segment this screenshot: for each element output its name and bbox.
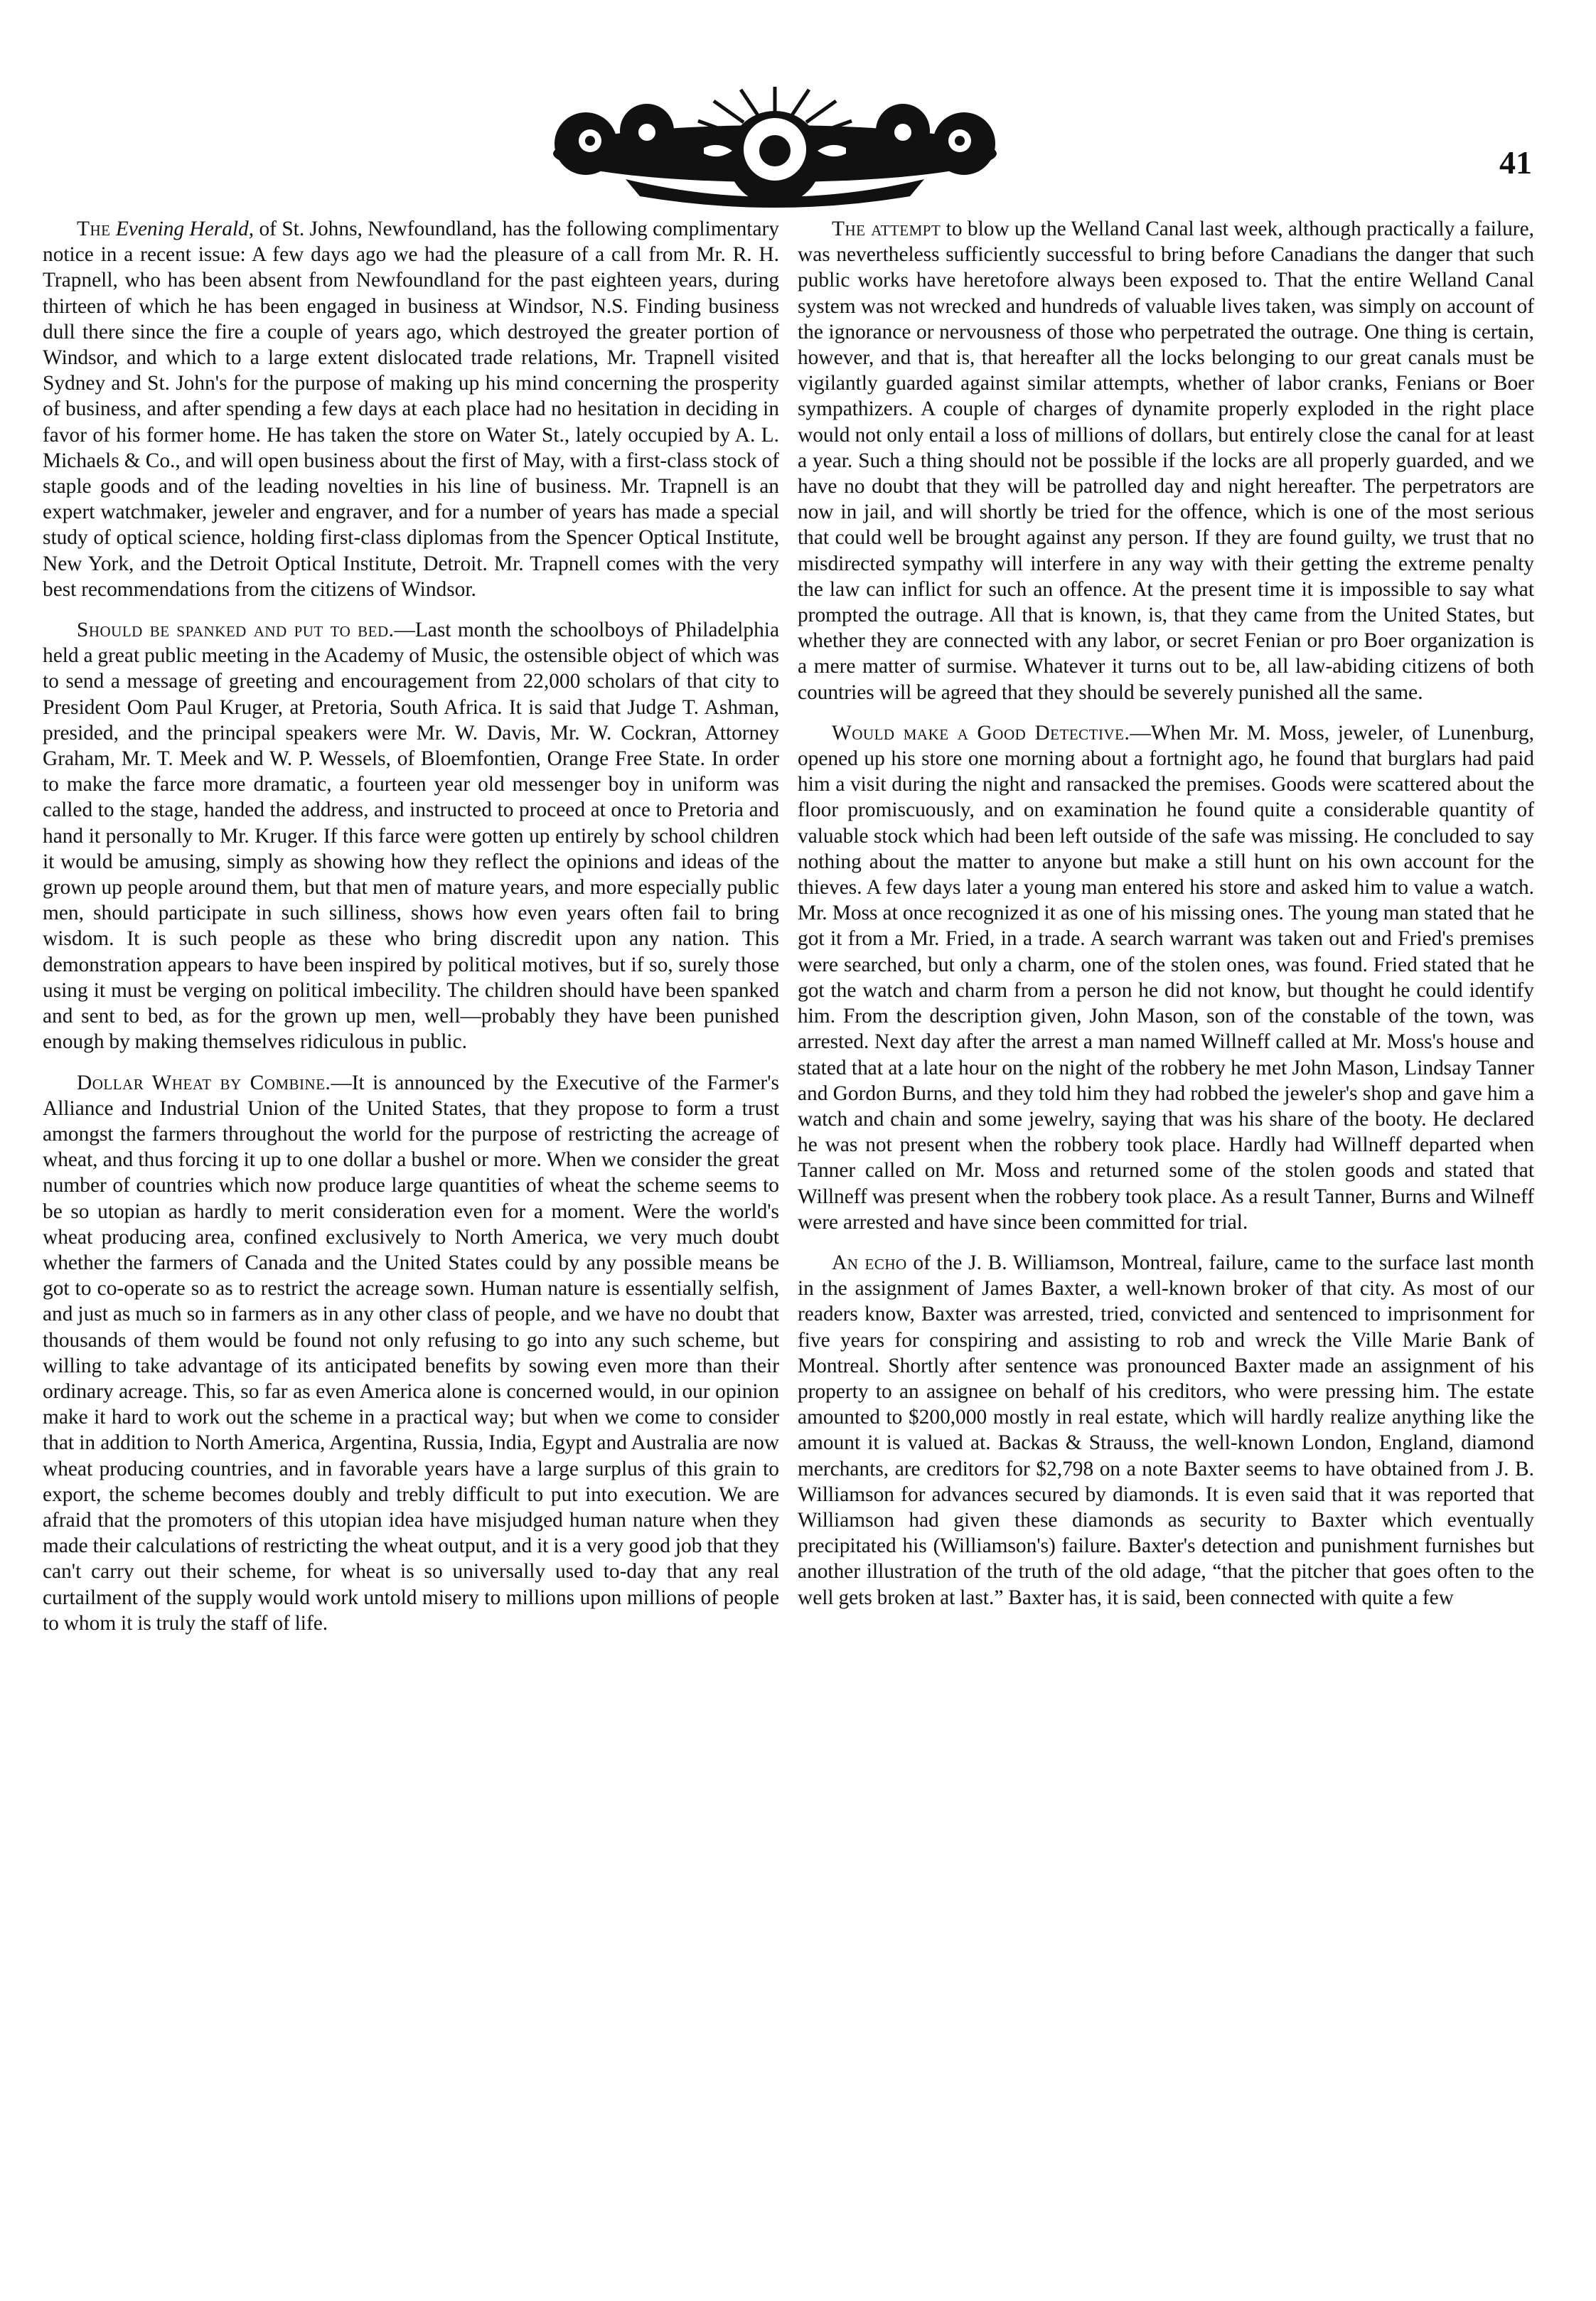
article-body: to blow up the Welland Canal last week, although practically a failure, was nevertheless sufficiently successful to bring before Canadians the danger that such public works have heretofore always been exposed to. That the entire Welland Canal system was not wrecked and hundreds of valuable lives taken, was simply on account of the ignorance or nervousness of those who perpetrated the outrage. One thing is certain, however, and that is, that hereafter all the locks belonging to our great canals must be vigilantly guarded against similar attempts, whether of labor cranks, Fenians or Boer sympathizers. A couple of charges of dynamite properly exploded in the right place would not only entail a loss of millions of dollars, but entirely close the canal for at least a year. Such a thing should not be possible if the locks are all properly guarded, and we have no doubt that they will be patrolled day and night hereafter. The perpetrators are now in jail, and will shortly be tried for the offence, which is one of the most serious that could well be brought against any person. If they are found guilty, we trust that no misdirected sympathy will interfere in any way with their getting the extreme penalty the law can inflict for such an offence. At the present time it is impossible to say what prompted the outrage. All that is known, is, that they came from the United States, but whether they are connected with any labor, or secret Fenian or pro Boer organization is a mere matter of surmise. Whatever it turns out to be, all law-abiding citizens of both countries will be agreed that they should be severely punished all the same. (798, 218, 1534, 704)
page-number: 41 (1499, 144, 1532, 181)
article-body: —It is announced by the Executive of the Farmer's Alliance and Industrial Union of the United States, that they propose to form a trust amongst the farmers throughout the world for the purpose of restricting the acreage of wheat, and thus forcing it up to one dollar a bushel or more. When we consider the great number of countries which now produce large quantities of wheat the scheme seems to be so utopian as hardly to merit consideration even for a moment. Were the world's wheat producing area, confined exclusively to North America, we very much doubt whether the farmers of Canada and the United States could by any possible means be got to co-operate so as to restrict the acreage sown. Human nature is essentially selfish, and just as much so in farmers as in any other class of people, and we have no doubt that thousands of them would be found not only refusing to go into any such scheme, but willing to take advantage of its anticipated benefits by sowing even more than their ordinary acreage. This, so far as even America alone is concerned would, in our opinion make it hard to work out the scheme in a practical way; but when we come to consider that in addition to North America, Argentina, Russia, India, Egypt and Australia are now wheat producing countries, and in favorable years have a large surplus of this grain to export, the scheme becomes doubly and trebly difficult to put into execution. We are afraid that the promoters of this utopian idea have misjudged human nature when they made their calculations of restricting the wheat output, and it is a very good job that they can't carry out their scheme, for wheat is so universally used to-day that any real curtailment of the supply would work untold misery to millions upon millions of people to whom it is truly the staff of life. (43, 1071, 779, 1635)
article-welland-canal (798, 216, 1534, 705)
publication-name: Evening Herald, (115, 218, 255, 240)
header-ornament (540, 80, 1009, 209)
article-body: —Last month the schoolboys of Philadelphia held a great public meeting in the Academy of Music, the ostensible object of which was to send a message of greeting and encouragement from 22,000 scholars of that city to President Oom Paul Kruger, at Pretoria, South Africa. It is said that Judge T. Ashman, presided, and the principal speakers were Mr. W. Davis, Mr. W. Cockran, Attorney Graham, Mr. T. Meek and W. P. Wessels, of Bloemfontien, Orange Free State. In order to make the farce more dramatic, a fourteen year old messenger boy in uniform was called to the stage, handed the address, and instructed to proceed at once to Pretoria and hand it personally to Mr. Kruger. If this farce were gotten up entirely by school children it would be amusing, simply as showing how they reflect the opinions and ideas of the grown up people around them, but that men of mature years, and more especially public men, should participate in such silliness, shows how even years often fail to bring wisdom. It is such people as these who bring discredit upon any nation. This demonstration appears to have been inspired by political motives, but if so, surely those using it must be verging on political imbecility. The children should have been spanked and sent to bed, as for the grown up men, well—probably they have been punished enough by making themselves ridiculous in public. (43, 619, 779, 1054)
article-lead: The attempt (832, 218, 941, 240)
article-williamson-echo (798, 1250, 1534, 1611)
article-spanked (43, 617, 779, 1055)
left-column (43, 216, 779, 1651)
article-lead: Should be spanked and put to bed. (77, 619, 395, 642)
article-dollar-wheat (43, 1070, 779, 1636)
article-lead: An echo (832, 1251, 907, 1274)
article-lead: Would make a Good Detective. (832, 721, 1130, 744)
article-evening-herald (43, 216, 779, 602)
article-body: of St. Johns, Newfoundland, has the following complimentary notice in a recent issue: A few days ago we had the pleasure of a call from Mr. R. H. Trapnell, who has been absent from Newfoundland for the past eighteen years, during thirteen of which he has been engaged in business at Windsor, N.S. Finding business dull there since the fire a couple of years ago, which destroyed the greater portion of Windsor, and which to a large extent dislocated trade relations, Mr. Trapnell visited Sydney and St. John's for the purpose of making up his mind concerning the prosperity of business, and after spending a few days at each place had no hesitation in deciding in favor of his former home. He has taken the store on Water St., lately occupied by A. L. Michaels & Co., and will open business about the first of May, with a first-class stock of staple goods and of the leading novelties in his line of business. Mr. Trapnell is an expert watchmaker, jeweler and engraver, and for a number of years has made a special study of optical science, holding first-class diplomas from the Spencer Optical Institute, New York, and the Detroit Optical Institute, Detroit. Mr. Trapnell comes with the very best recommendations from the citizens of Windsor. (43, 218, 779, 601)
article-good-detective (798, 720, 1534, 1235)
article-body: of the J. B. Williamson, Montreal, failure, came to the surface last month in the assignment of James Baxter, a well-known broker of that city. As most of our readers know, Baxter was arrested, tried, convicted and sentenced to imprisonment for five years for conspiring and assisting to rob and wreck the Ville Marie Bank of Montreal. Shortly after sentence was pronounced Baxter made an assignment of his property to an assignee on behalf of his creditors, who were pressing him. The estate amounted to $200,000 mostly in real estate, which will hardly realize anything like the amount it is valued at. Backas & Strauss, the well-known London, England, diamond merchants, are creditors for $2,798 on a note Baxter seems to have obtained from J. B. Williamson for advances secured by diamonds. It is even said that it was reported that Williamson had given these diamonds as security to Baxter which eventually precipitated his (Williamson's) failure. Baxter's detection and punishment furnishes but another illustration of the truth of the old adage, “that the pitcher that goes often to the well gets broken at last.” Baxter has, it is said, been connected with quite a few (798, 1251, 1534, 1609)
article-body: —When Mr. M. Moss, jeweler, of Lunenburg, opened up his store one morning about a fortnight ago, he found that burglars had paid him a visit during the night and ransacked the premises. Goods were scattered about the floor promiscuously, and on examination he found quite a considerable quantity of valuable stock which had been left outside of the safe was missing. He concluded to say nothing about the matter to anyone but make a still hunt on his own account for the thieves. A few days later a young man entered his store and asked him to value a watch. Mr. Moss at once recognized it as one of his missing ones. The young man stated that he got it from a Mr. Fried, in a trade. A search warrant was taken out and Fried's premises were searched, but only a charm, one of the stolen ones, was found. Fried stated that he got the watch and charm from a person he did not know, but thought he could identify him. From the description given, John Mason, son of the constable of the town, was arrested. Next day after the arrest a man named Willneff called at Mr. Moss's house and stated that at a late hour on the night of the robbery he met John Mason, Lindsay Tanner and Gordon Burns, and they told him they had robbed the jeweler's shop and gave him a watch and chain and some jewelry, saying that was his share of the booty. He declared he was not present when the robbery took place. Hardly had Willneff departed when Tanner called on Mr. Moss and returned some of the stolen goods and stated that Willneff was present when the robbery took place. As a result Tanner, Burns and Wilneff were arrested and have since been committed for trial. (798, 721, 1534, 1234)
article-lead: The (77, 218, 111, 240)
right-column (798, 216, 1534, 1625)
article-lead: Dollar Wheat by Combine. (77, 1071, 331, 1094)
